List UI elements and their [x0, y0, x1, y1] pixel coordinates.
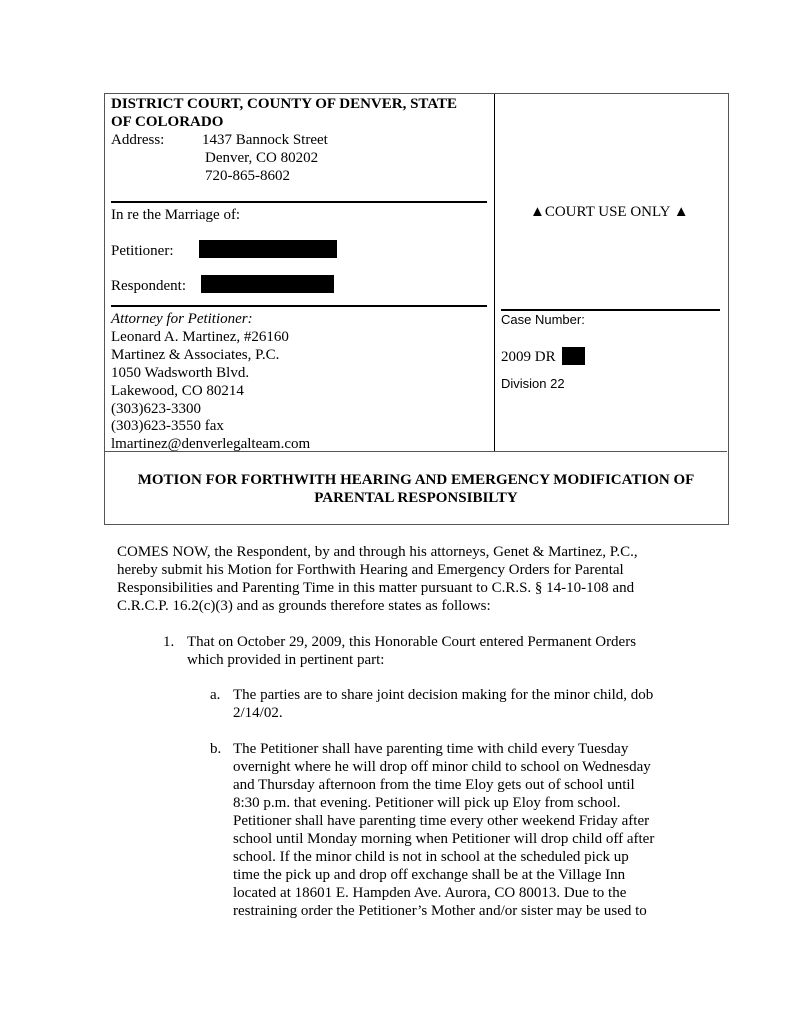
item-b-line: school until Monday morning when Petitioner will drop child off after [233, 831, 655, 847]
petitioner-label: Petitioner: [111, 243, 174, 259]
item1-paragraph [187, 633, 636, 669]
respondent-label: Respondent: [111, 278, 186, 294]
in-re-label: In re the Marriage of: [111, 207, 241, 223]
item-b-line: 8:30 p.m. that evening. Petitioner will pick up Eloy from school. [233, 795, 621, 811]
division-label: Division 22 [501, 376, 565, 391]
respondent-name-redaction [201, 275, 334, 293]
court-use-only-label: ▲COURT USE ONLY ▲ [530, 204, 689, 220]
item-a-marker: a. [210, 687, 221, 703]
petitioner-name-redaction [199, 240, 337, 258]
item-b-line: school. If the minor child is not in school at the scheduled pick up [233, 849, 629, 865]
item1-line: which provided in pertinent part: [187, 652, 385, 668]
address-city: Denver, CO 80202 [205, 150, 319, 166]
intro-line: COMES NOW, the Respondent, by and through his attorneys, Genet & Martinez, P.C., [117, 544, 638, 560]
attorney-phone: (303)623-3300 [111, 401, 201, 417]
item-b-line: restraining order the Petitioner’s Mother and/or sister may be used to [233, 903, 647, 919]
intro-paragraph [117, 543, 638, 615]
item-a-line: The parties are to share joint decision making for the minor child, dob [233, 687, 654, 703]
intro-line: C.R.C.P. 16.2(c)(3) and as grounds therefore states as follows: [117, 598, 491, 614]
item-b-line: Petitioner shall have parenting time every other weekend Friday after [233, 813, 650, 829]
intro-line: Responsibilities and Parenting Time in this matter pursuant to C.R.S. § 14-10-108 and [117, 580, 635, 596]
case-number-prefix: 2009 DR [501, 349, 556, 365]
attorney-street: 1050 Wadsworth Blvd. [111, 365, 250, 381]
attorney-city: Lakewood, CO 80214 [111, 383, 244, 399]
item-a-paragraph [233, 686, 653, 722]
court-title-line2: OF COLORADO [111, 114, 224, 130]
item-b-marker: b. [210, 741, 222, 757]
rule-above-case-number [501, 309, 720, 311]
item-b-line: The Petitioner shall have parenting time with child every Tuesday [233, 741, 629, 757]
attorney-fax: (303)623-3550 fax [111, 418, 224, 434]
court-title-line1: DISTRICT COURT, COUNTY OF DENVER, STATE [111, 96, 458, 112]
attorney-firm: Martinez & Associates, P.C. [111, 347, 280, 363]
motion-title-line1: MOTION FOR FORTHWITH HEARING AND EMERGENCY MODIFICATION OF [137, 472, 695, 488]
item-b-line: located at 18601 E. Hampden Ave. Aurora, CO 80013. Due to the [233, 885, 627, 901]
address-label: Address: [111, 132, 165, 148]
caption-vertical-divider [494, 94, 495, 451]
rule-after-parties [111, 305, 487, 307]
item-b-line: time the pick up and drop off exchange shall be at the Village Inn [233, 867, 626, 883]
attorney-name: Leonard A. Martinez, #26160 [111, 329, 289, 345]
address-phone: 720-865-8602 [205, 168, 290, 184]
item-b-line: and Thursday afternoon from the time Eloy gets out of school until [233, 777, 635, 793]
intro-line: hereby submit his Motion for Forthwith Hearing and Emergency Orders for Parental [117, 562, 624, 578]
item-b-line: overnight where he will drop off minor child to school on Wednesday [233, 759, 651, 775]
attorney-heading: Attorney for Petitioner: [111, 311, 253, 327]
case-number-redaction [562, 347, 585, 365]
item-b-paragraph [233, 740, 654, 920]
rule-after-address [111, 201, 487, 203]
case-number-label: Case Number: [501, 312, 585, 327]
attorney-email: lmartinez@denverlegalteam.com [111, 436, 311, 452]
item-a-line: 2/14/02. [233, 705, 283, 721]
item1-marker: 1. [163, 634, 175, 650]
address-street: 1437 Bannock Street [202, 132, 328, 148]
motion-title-line2: PARENTAL RESPONSIBILTY [314, 490, 518, 506]
item1-line: That on October 29, 2009, this Honorable Court entered Permanent Orders [187, 634, 637, 650]
